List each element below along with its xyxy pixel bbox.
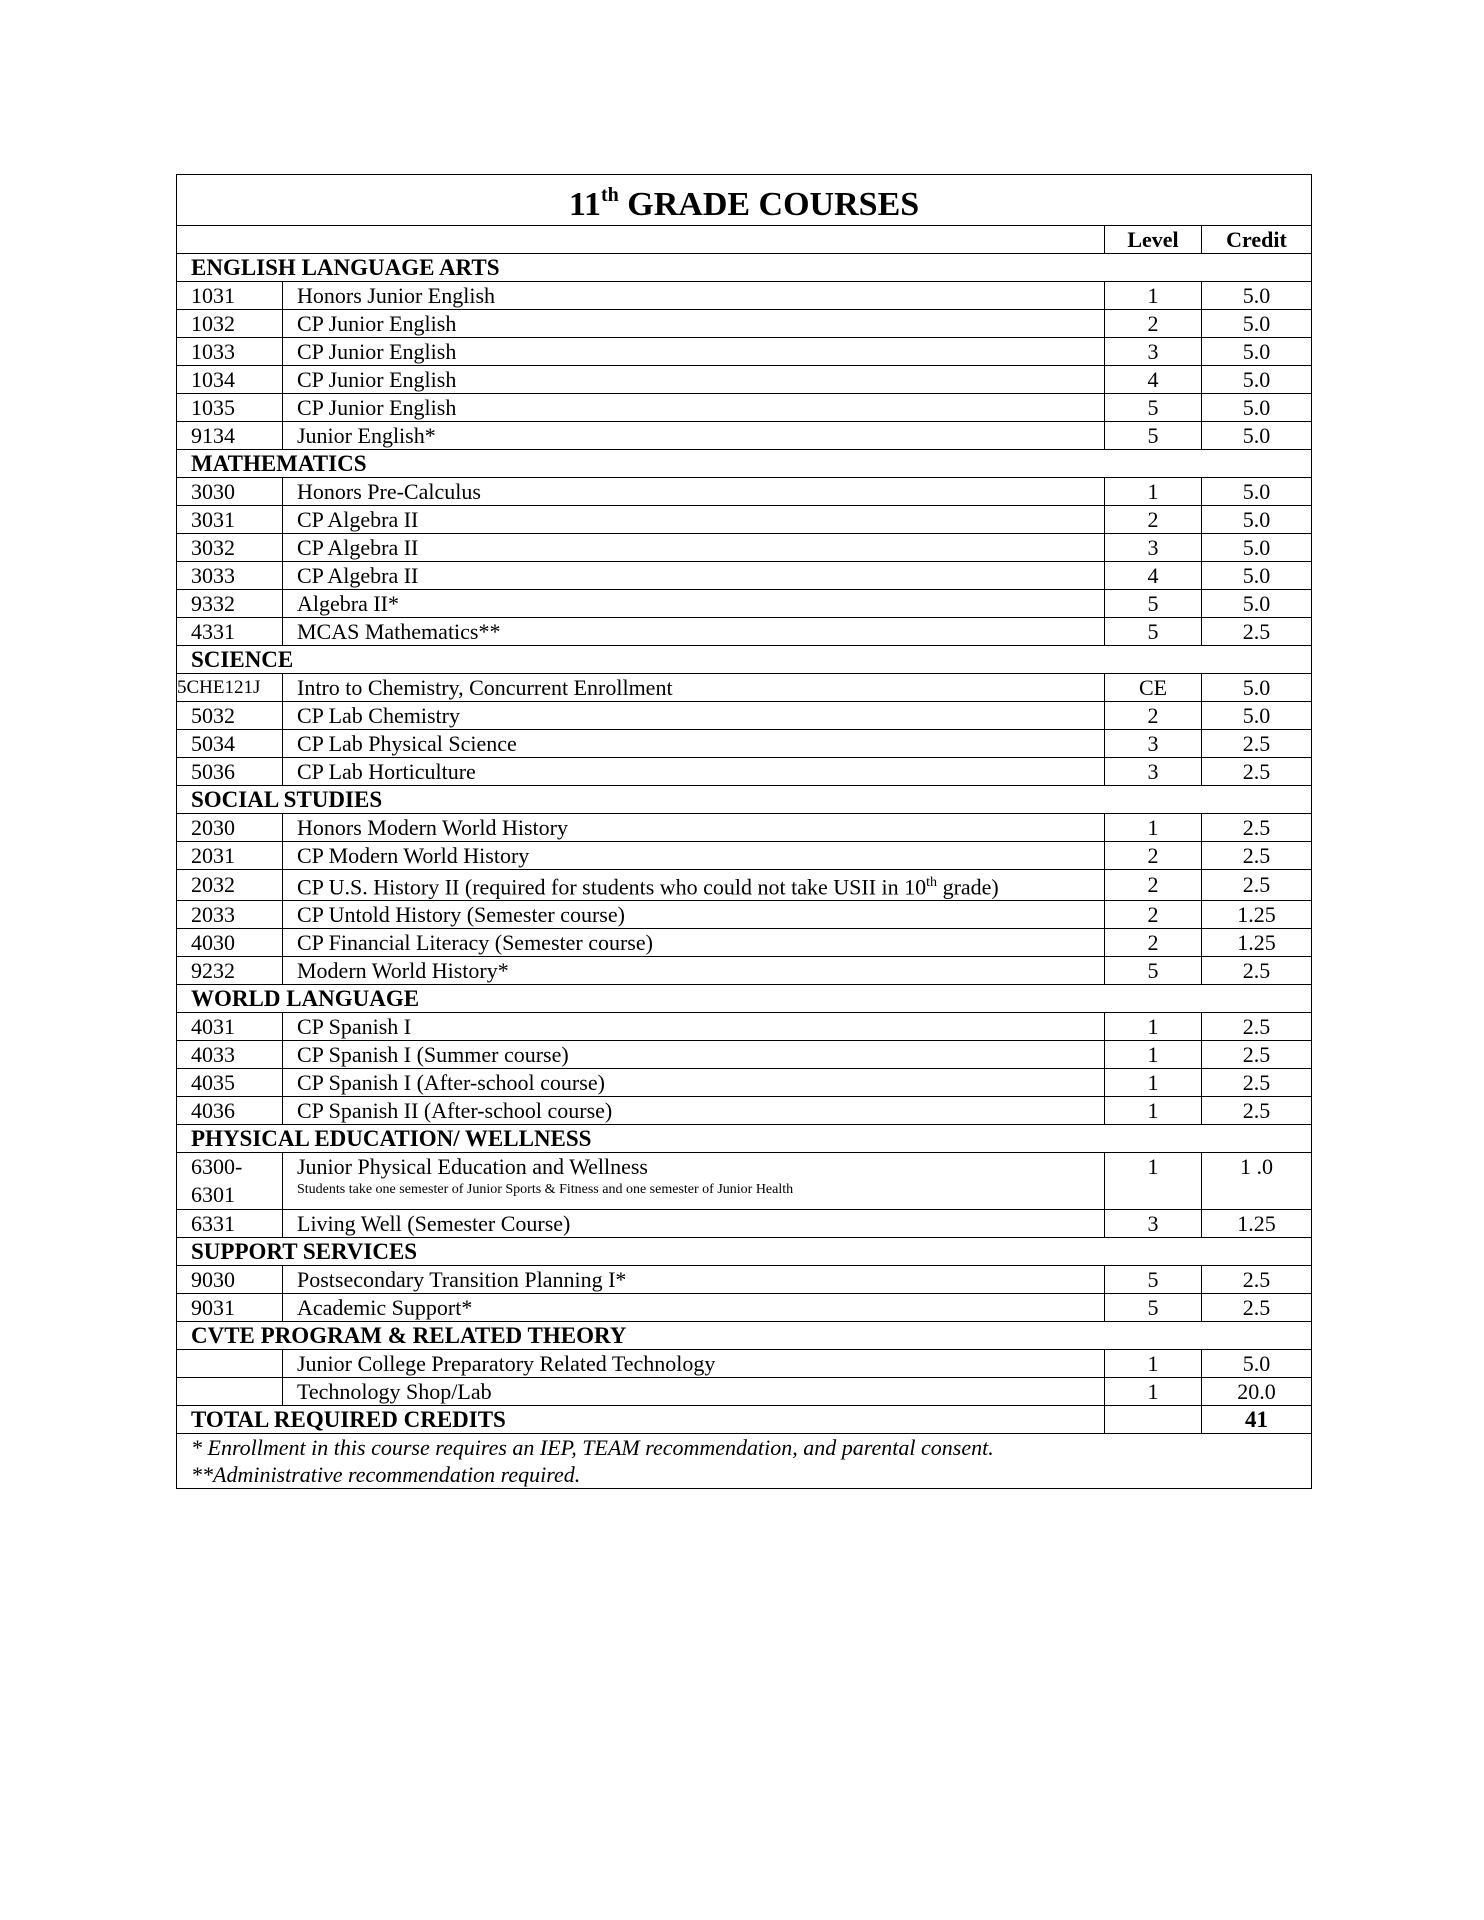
course-title-text: CP Spanish II (After-school course) bbox=[297, 1097, 613, 1123]
course-title-text: CP Lab Physical Science bbox=[297, 730, 517, 756]
course-title bbox=[283, 758, 1105, 786]
course-title bbox=[283, 422, 1105, 450]
course-code bbox=[177, 814, 283, 842]
course-credit: 2.5 bbox=[1202, 1266, 1312, 1294]
course-note: Students take one semester of Junior Sports & Fitness and one semester of Junior Health bbox=[297, 1182, 794, 1198]
course-credit: 2.5 bbox=[1202, 730, 1312, 758]
course-level: 1 bbox=[1105, 1069, 1202, 1097]
course-row bbox=[177, 1350, 1312, 1378]
course-code bbox=[177, 730, 283, 758]
course-title bbox=[283, 590, 1105, 618]
course-level: 5 bbox=[1105, 394, 1202, 422]
course-credit: 2.5 bbox=[1202, 618, 1312, 646]
course-level: 5 bbox=[1105, 618, 1202, 646]
course-level: 3 bbox=[1105, 338, 1202, 366]
course-title bbox=[283, 1097, 1105, 1125]
course-title-text: CP Lab Horticulture bbox=[297, 758, 476, 784]
course-level: 1 bbox=[1105, 814, 1202, 842]
course-code bbox=[177, 618, 283, 646]
level-header: Level bbox=[1105, 226, 1202, 254]
course-row bbox=[177, 590, 1312, 618]
course-title bbox=[283, 814, 1105, 842]
section-heading: MATHEMATICS bbox=[177, 450, 1312, 478]
course-row bbox=[177, 1153, 1312, 1210]
course-level: CE bbox=[1105, 674, 1202, 702]
course-level: 5 bbox=[1105, 590, 1202, 618]
course-code bbox=[177, 1069, 283, 1097]
course-credit: 5.0 bbox=[1202, 702, 1312, 730]
course-credit: 5.0 bbox=[1202, 422, 1312, 450]
course-level: 3 bbox=[1105, 534, 1202, 562]
course-row bbox=[177, 366, 1312, 394]
course-level: 5 bbox=[1105, 1266, 1202, 1294]
course-credit: 2.5 bbox=[1202, 1041, 1312, 1069]
course-row bbox=[177, 562, 1312, 590]
course-title-text: CP Algebra II bbox=[297, 562, 419, 588]
course-title bbox=[283, 394, 1105, 422]
course-title-text: Junior Physical Education and Wellness bbox=[297, 1154, 648, 1180]
course-title bbox=[283, 1378, 1105, 1406]
credit-header: Credit bbox=[1202, 226, 1312, 254]
course-title bbox=[283, 1069, 1105, 1097]
course-code bbox=[177, 674, 283, 702]
course-title-text: CP Spanish I (After-school course) bbox=[297, 1069, 605, 1095]
course-title bbox=[283, 674, 1105, 702]
course-code-text: 6331 bbox=[191, 1210, 235, 1236]
course-row bbox=[177, 901, 1312, 929]
course-title bbox=[283, 618, 1105, 646]
footnote: **Administrative recommendation required. bbox=[191, 1462, 581, 1488]
course-credit: 2.5 bbox=[1202, 870, 1312, 901]
course-level: 4 bbox=[1105, 366, 1202, 394]
page-title: 11th GRADE COURSES bbox=[177, 175, 1312, 226]
header-row bbox=[177, 226, 1312, 254]
section-heading: SOCIAL STUDIES bbox=[177, 786, 1312, 814]
section-row bbox=[177, 786, 1312, 814]
course-code-text: 4031 bbox=[191, 1013, 235, 1039]
course-title bbox=[283, 534, 1105, 562]
course-code-text: 3033 bbox=[191, 562, 235, 588]
course-credit: 5.0 bbox=[1202, 338, 1312, 366]
course-row bbox=[177, 478, 1312, 506]
course-code bbox=[177, 394, 283, 422]
course-code bbox=[177, 1013, 283, 1041]
course-row bbox=[177, 702, 1312, 730]
course-title-text: CP Algebra II bbox=[297, 506, 419, 532]
total-level bbox=[1105, 1406, 1202, 1434]
course-code bbox=[177, 957, 283, 985]
course-title bbox=[283, 730, 1105, 758]
course-title bbox=[283, 1350, 1105, 1378]
course-code bbox=[177, 1097, 283, 1125]
course-row bbox=[177, 422, 1312, 450]
course-credit: 5.0 bbox=[1202, 366, 1312, 394]
course-code bbox=[177, 590, 283, 618]
section-row bbox=[177, 646, 1312, 674]
course-code-text: 9031 bbox=[191, 1294, 235, 1320]
course-title-text: Honors Modern World History bbox=[297, 814, 568, 840]
course-row bbox=[177, 1210, 1312, 1238]
course-code-text: 4331 bbox=[191, 618, 235, 644]
course-code-text: 5036 bbox=[191, 758, 235, 784]
course-title bbox=[283, 1153, 1105, 1210]
course-title bbox=[283, 702, 1105, 730]
course-credit: 2.5 bbox=[1202, 1013, 1312, 1041]
course-row bbox=[177, 674, 1312, 702]
course-code-text: 5032 bbox=[191, 702, 235, 728]
course-code-text: 3032 bbox=[191, 534, 235, 560]
course-table bbox=[176, 174, 1312, 1489]
course-title bbox=[283, 562, 1105, 590]
course-row bbox=[177, 870, 1312, 901]
course-level: 4 bbox=[1105, 562, 1202, 590]
course-code bbox=[177, 422, 283, 450]
course-title-text: Intro to Chemistry, Concurrent Enrollment bbox=[297, 674, 673, 700]
course-code bbox=[177, 1266, 283, 1294]
course-title bbox=[283, 1013, 1105, 1041]
course-code-text: 4030 bbox=[191, 929, 235, 955]
course-row bbox=[177, 1069, 1312, 1097]
course-title-text: CP Algebra II bbox=[297, 534, 419, 560]
course-title-text: CP Junior English bbox=[297, 310, 457, 336]
footnote-row bbox=[177, 1434, 1312, 1489]
section-row bbox=[177, 1322, 1312, 1350]
course-credit: 5.0 bbox=[1202, 590, 1312, 618]
course-credit: 2.5 bbox=[1202, 957, 1312, 985]
course-code-text: 1033 bbox=[191, 338, 235, 364]
footnotes bbox=[177, 1434, 1312, 1489]
course-code bbox=[177, 842, 283, 870]
total-row bbox=[177, 1406, 1312, 1434]
section-row bbox=[177, 985, 1312, 1013]
course-title-text: CP Spanish I bbox=[297, 1013, 412, 1039]
course-code-text: 2030 bbox=[191, 814, 235, 840]
section-heading: CVTE PROGRAM & RELATED THEORY bbox=[177, 1322, 1312, 1350]
course-code bbox=[177, 506, 283, 534]
course-credit: 5.0 bbox=[1202, 674, 1312, 702]
course-code bbox=[177, 1210, 283, 1238]
course-title bbox=[283, 338, 1105, 366]
course-title-text: Postsecondary Transition Planning I* bbox=[297, 1266, 627, 1292]
course-credit: 5.0 bbox=[1202, 506, 1312, 534]
course-level: 2 bbox=[1105, 702, 1202, 730]
course-credit: 5.0 bbox=[1202, 394, 1312, 422]
section-heading: PHYSICAL EDUCATION/ WELLNESS bbox=[177, 1125, 1312, 1153]
course-title-text: Technology Shop/Lab bbox=[297, 1378, 492, 1404]
course-level: 3 bbox=[1105, 730, 1202, 758]
course-code bbox=[177, 702, 283, 730]
course-title bbox=[283, 901, 1105, 929]
section-row bbox=[177, 450, 1312, 478]
course-row bbox=[177, 1266, 1312, 1294]
course-code-text: 6301 bbox=[191, 1182, 235, 1208]
course-credit: 2.5 bbox=[1202, 814, 1312, 842]
course-credit: 5.0 bbox=[1202, 1350, 1312, 1378]
course-row bbox=[177, 842, 1312, 870]
course-row bbox=[177, 929, 1312, 957]
course-code bbox=[177, 929, 283, 957]
course-row bbox=[177, 394, 1312, 422]
course-title-text: grade) bbox=[937, 874, 999, 900]
course-code-text: 4036 bbox=[191, 1097, 235, 1123]
course-code bbox=[177, 1153, 283, 1210]
course-row bbox=[177, 1294, 1312, 1322]
course-level: 3 bbox=[1105, 1210, 1202, 1238]
course-credit: 2.5 bbox=[1202, 1294, 1312, 1322]
footnote: * Enrollment in this course requires an IEP, TEAM recommendation, and parental consent. bbox=[191, 1435, 994, 1461]
course-level: 2 bbox=[1105, 870, 1202, 901]
course-code-text: 1032 bbox=[191, 310, 235, 336]
course-title-text: CP Junior English bbox=[297, 394, 457, 420]
course-title-text: Living Well (Semester Course) bbox=[297, 1210, 571, 1236]
course-level: 3 bbox=[1105, 758, 1202, 786]
course-code-text: 2031 bbox=[191, 842, 235, 868]
total-label: TOTAL REQUIRED CREDITS bbox=[177, 1406, 1105, 1434]
superscript: th bbox=[926, 875, 938, 890]
course-code-text: 5034 bbox=[191, 730, 235, 756]
course-code bbox=[177, 534, 283, 562]
course-code-text: 4035 bbox=[191, 1069, 235, 1095]
course-credit: 5.0 bbox=[1202, 562, 1312, 590]
course-level: 2 bbox=[1105, 842, 1202, 870]
course-row bbox=[177, 730, 1312, 758]
course-code bbox=[177, 1041, 283, 1069]
section-row bbox=[177, 1238, 1312, 1266]
total-credit: 41 bbox=[1202, 1406, 1312, 1434]
course-credit: 5.0 bbox=[1202, 534, 1312, 562]
course-code bbox=[177, 758, 283, 786]
course-title-text: Modern World History* bbox=[297, 957, 509, 983]
course-row bbox=[177, 534, 1312, 562]
course-title-text: MCAS Mathematics** bbox=[297, 618, 501, 644]
title-row bbox=[177, 175, 1312, 226]
course-code bbox=[177, 338, 283, 366]
course-level: 1 bbox=[1105, 1041, 1202, 1069]
course-code bbox=[177, 366, 283, 394]
course-title bbox=[283, 929, 1105, 957]
section-row bbox=[177, 1125, 1312, 1153]
course-title-text: Academic Support* bbox=[297, 1294, 473, 1320]
section-row bbox=[177, 254, 1312, 282]
course-row bbox=[177, 1013, 1312, 1041]
course-credit: 20.0 bbox=[1202, 1378, 1312, 1406]
course-credit: 2.5 bbox=[1202, 1097, 1312, 1125]
course-title bbox=[283, 366, 1105, 394]
course-title bbox=[283, 310, 1105, 338]
course-code-text: 3030 bbox=[191, 478, 235, 504]
course-level: 1 bbox=[1105, 1153, 1202, 1210]
course-code bbox=[177, 282, 283, 310]
course-code-text: 6300- bbox=[191, 1154, 243, 1180]
course-credit: 2.5 bbox=[1202, 1069, 1312, 1097]
course-level: 1 bbox=[1105, 282, 1202, 310]
course-level: 1 bbox=[1105, 1013, 1202, 1041]
section-heading: ENGLISH LANGUAGE ARTS bbox=[177, 254, 1312, 282]
course-level: 1 bbox=[1105, 1350, 1202, 1378]
course-row bbox=[177, 1378, 1312, 1406]
course-code bbox=[177, 478, 283, 506]
course-row bbox=[177, 814, 1312, 842]
course-credit: 1.25 bbox=[1202, 901, 1312, 929]
course-credit: 1.25 bbox=[1202, 929, 1312, 957]
course-title-text: CP Modern World History bbox=[297, 842, 530, 868]
course-row bbox=[177, 1041, 1312, 1069]
course-row bbox=[177, 618, 1312, 646]
course-credit: 5.0 bbox=[1202, 282, 1312, 310]
course-row bbox=[177, 282, 1312, 310]
course-code-text: 5CHE121J bbox=[177, 676, 261, 698]
course-title bbox=[283, 957, 1105, 985]
course-code bbox=[177, 1350, 283, 1378]
course-level: 2 bbox=[1105, 929, 1202, 957]
course-title bbox=[283, 1041, 1105, 1069]
course-code-text: 9232 bbox=[191, 957, 235, 983]
course-code bbox=[177, 870, 283, 901]
course-row bbox=[177, 506, 1312, 534]
course-code bbox=[177, 562, 283, 590]
course-credit: 5.0 bbox=[1202, 310, 1312, 338]
course-title bbox=[283, 506, 1105, 534]
course-code-text: 9134 bbox=[191, 422, 235, 448]
section-heading: SCIENCE bbox=[177, 646, 1312, 674]
course-code-text: 9332 bbox=[191, 590, 235, 616]
course-level: 1 bbox=[1105, 478, 1202, 506]
course-title-text: CP Lab Chemistry bbox=[297, 702, 460, 728]
course-code-text: 2033 bbox=[191, 901, 235, 927]
section-heading: WORLD LANGUAGE bbox=[177, 985, 1312, 1013]
course-title bbox=[283, 870, 1105, 901]
course-title-text: Algebra II* bbox=[297, 590, 400, 616]
course-title-text: CP U.S. History II (required for students who could not take USII in 10 bbox=[297, 874, 927, 900]
course-title bbox=[283, 1266, 1105, 1294]
course-row bbox=[177, 758, 1312, 786]
course-level: 2 bbox=[1105, 310, 1202, 338]
course-level: 2 bbox=[1105, 901, 1202, 929]
course-code-text: 4033 bbox=[191, 1041, 235, 1067]
course-title bbox=[283, 478, 1105, 506]
course-level: 1 bbox=[1105, 1378, 1202, 1406]
course-title-text: Honors Pre-Calculus bbox=[297, 478, 481, 504]
course-level: 1 bbox=[1105, 1097, 1202, 1125]
course-title bbox=[283, 282, 1105, 310]
course-row bbox=[177, 310, 1312, 338]
course-level: 2 bbox=[1105, 506, 1202, 534]
course-code bbox=[177, 310, 283, 338]
course-code bbox=[177, 1294, 283, 1322]
course-credit: 2.5 bbox=[1202, 758, 1312, 786]
course-credit: 5.0 bbox=[1202, 478, 1312, 506]
course-code-text: 9030 bbox=[191, 1266, 235, 1292]
course-credit: 1 .0 bbox=[1202, 1153, 1312, 1210]
course-credit: 1.25 bbox=[1202, 1210, 1312, 1238]
course-code bbox=[177, 1378, 283, 1406]
course-code-text: 3031 bbox=[191, 506, 235, 532]
course-title-text: CP Financial Literacy (Semester course) bbox=[297, 929, 653, 955]
course-title-text: Junior College Preparatory Related Technology bbox=[297, 1350, 716, 1376]
course-title-text: Junior English* bbox=[297, 422, 436, 448]
course-level: 5 bbox=[1105, 957, 1202, 985]
course-title-text: CP Spanish I (Summer course) bbox=[297, 1041, 569, 1067]
course-row bbox=[177, 957, 1312, 985]
course-title bbox=[283, 1294, 1105, 1322]
course-row bbox=[177, 338, 1312, 366]
course-code-text: 1034 bbox=[191, 366, 235, 392]
course-level: 5 bbox=[1105, 1294, 1202, 1322]
course-credit: 2.5 bbox=[1202, 842, 1312, 870]
course-row bbox=[177, 1097, 1312, 1125]
course-title-text: Honors Junior English bbox=[297, 282, 495, 308]
course-code-text: 1031 bbox=[191, 282, 235, 308]
course-title bbox=[283, 842, 1105, 870]
course-title-text: CP Junior English bbox=[297, 338, 457, 364]
course-code-text: 2032 bbox=[191, 872, 235, 898]
course-title-text: CP Junior English bbox=[297, 366, 457, 392]
course-code-text: 1035 bbox=[191, 394, 235, 420]
section-heading: SUPPORT SERVICES bbox=[177, 1238, 1312, 1266]
course-title-text: CP Untold History (Semester course) bbox=[297, 901, 625, 927]
course-level: 5 bbox=[1105, 422, 1202, 450]
course-code bbox=[177, 901, 283, 929]
course-title bbox=[283, 1210, 1105, 1238]
